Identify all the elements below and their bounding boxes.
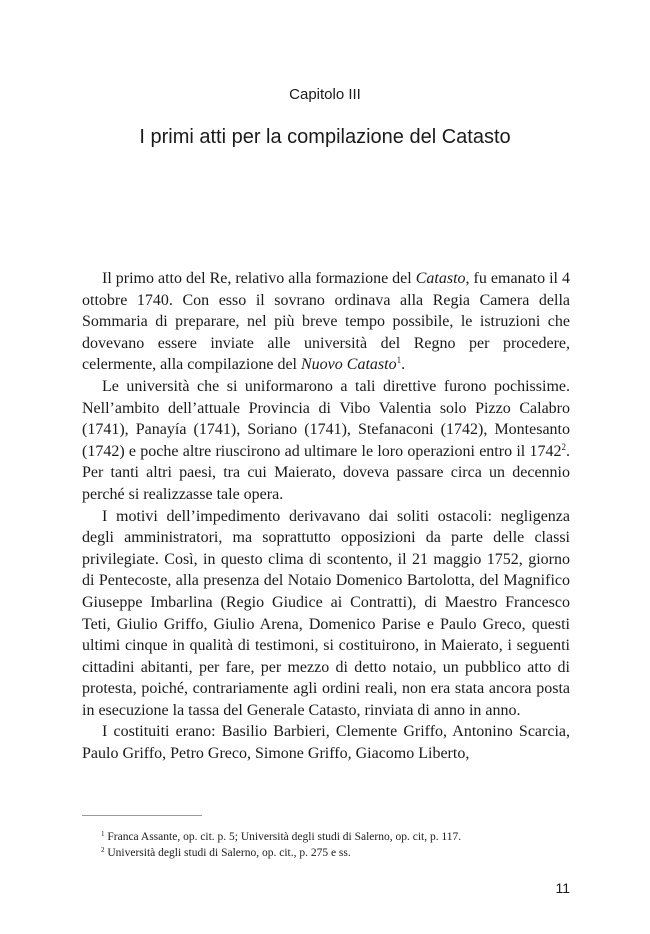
page-number: 11 bbox=[555, 880, 570, 896]
italic-catasto: Catasto bbox=[415, 270, 466, 287]
footnote-number: 1 bbox=[101, 830, 105, 838]
paragraph-3: I motivi dell’impedimento derivavano dai soliti ostacoli: negligenza degli amministratori, ma soprattutto opposizioni da parte delle classi privilegiate. Così, in questo clima di scontento, il 21 maggio 1752, giorno di Pentecoste, alla presenza del Notaio Domenico Bartolotta, del Magnifico Giuseppe Imbarlina (Regio Giudice ai Contratti), di Maestro Francesco Teti, Giulio Griffo, Giulio Arena, Domenico Parise e Paulo Greco, questi ultimi cinque in qualità di testimoni, si costituirono, in Maierato, i seguenti cittadini abitanti, per fare, per mezzo di detto notaio, un pubblico atto di protesta, poiché, contrariamente agli ordini reali, non era stata ancora posta in esecuzione la tassa del Generale Catasto, rinviata di anno in anno. bbox=[82, 507, 570, 719]
footnote-1 bbox=[82, 829, 570, 845]
footnote-text: Franca Assante, op. cit. p. 5; Università degli studi di Salerno, op. cit, p. 117. bbox=[107, 831, 462, 843]
footnote-ref-1[interactable]: 1 bbox=[396, 355, 402, 366]
paragraph-1-text-b: , fu emanato il 4 ottobre 1740. Con esso il sovrano ordinava alla Regia Camera della Sommaria di preparare, nel più breve tempo possibile, le istruzioni che dovevano essere inviate alle università del Regno per procedere, celermente, alla compilazione del bbox=[82, 270, 570, 374]
footnote-divider bbox=[82, 815, 202, 816]
footnote-number: 2 bbox=[101, 846, 105, 854]
footnote-2 bbox=[82, 845, 570, 861]
italic-nuovo-catasto: Nuovo Catasto bbox=[301, 356, 397, 374]
paragraph-2-text-b: . Per tanti altri paesi, tra cui Maierato, doveva passare circa un decennio perché si realizzasse tale opera. bbox=[82, 442, 570, 503]
body-text bbox=[82, 268, 570, 765]
chapter-label: Capitolo III bbox=[289, 86, 361, 103]
footnote-text: Università degli studi di Salerno, op. cit., p. 275 e ss. bbox=[107, 847, 351, 859]
paragraph-1-text-a: Il primo atto del Re, relativo alla formazione del bbox=[102, 270, 416, 287]
paragraph-2-text-a: Le università che si uniformarono a tali direttive furono pochissime. Nell’ambito dell’attuale Provincia di Vibo Valentia solo Pizzo Calabro (1741), Panayía (1741), Soriano (1741), Stefanaconi (1742), Montesanto (1742) e poche altre riuscirono ad ultimare le loro operazioni entro il 1742 bbox=[82, 377, 570, 460]
paragraph-4: I costituiti erano: Basilio Barbieri, Clemente Griffo, Antonino Scarcia, Paulo Griffo, Petro Greco, Simone Griffo, Giacomo Liberto, bbox=[82, 723, 570, 763]
paragraph-2 bbox=[82, 376, 570, 506]
paragraph-1 bbox=[82, 268, 570, 376]
chapter-title: I primi atti per la compilazione del Catasto bbox=[139, 126, 511, 148]
footnote-ref-2[interactable]: 2 bbox=[561, 441, 566, 452]
paragraph-1-text-c: . bbox=[401, 356, 406, 374]
footnotes bbox=[82, 829, 570, 861]
